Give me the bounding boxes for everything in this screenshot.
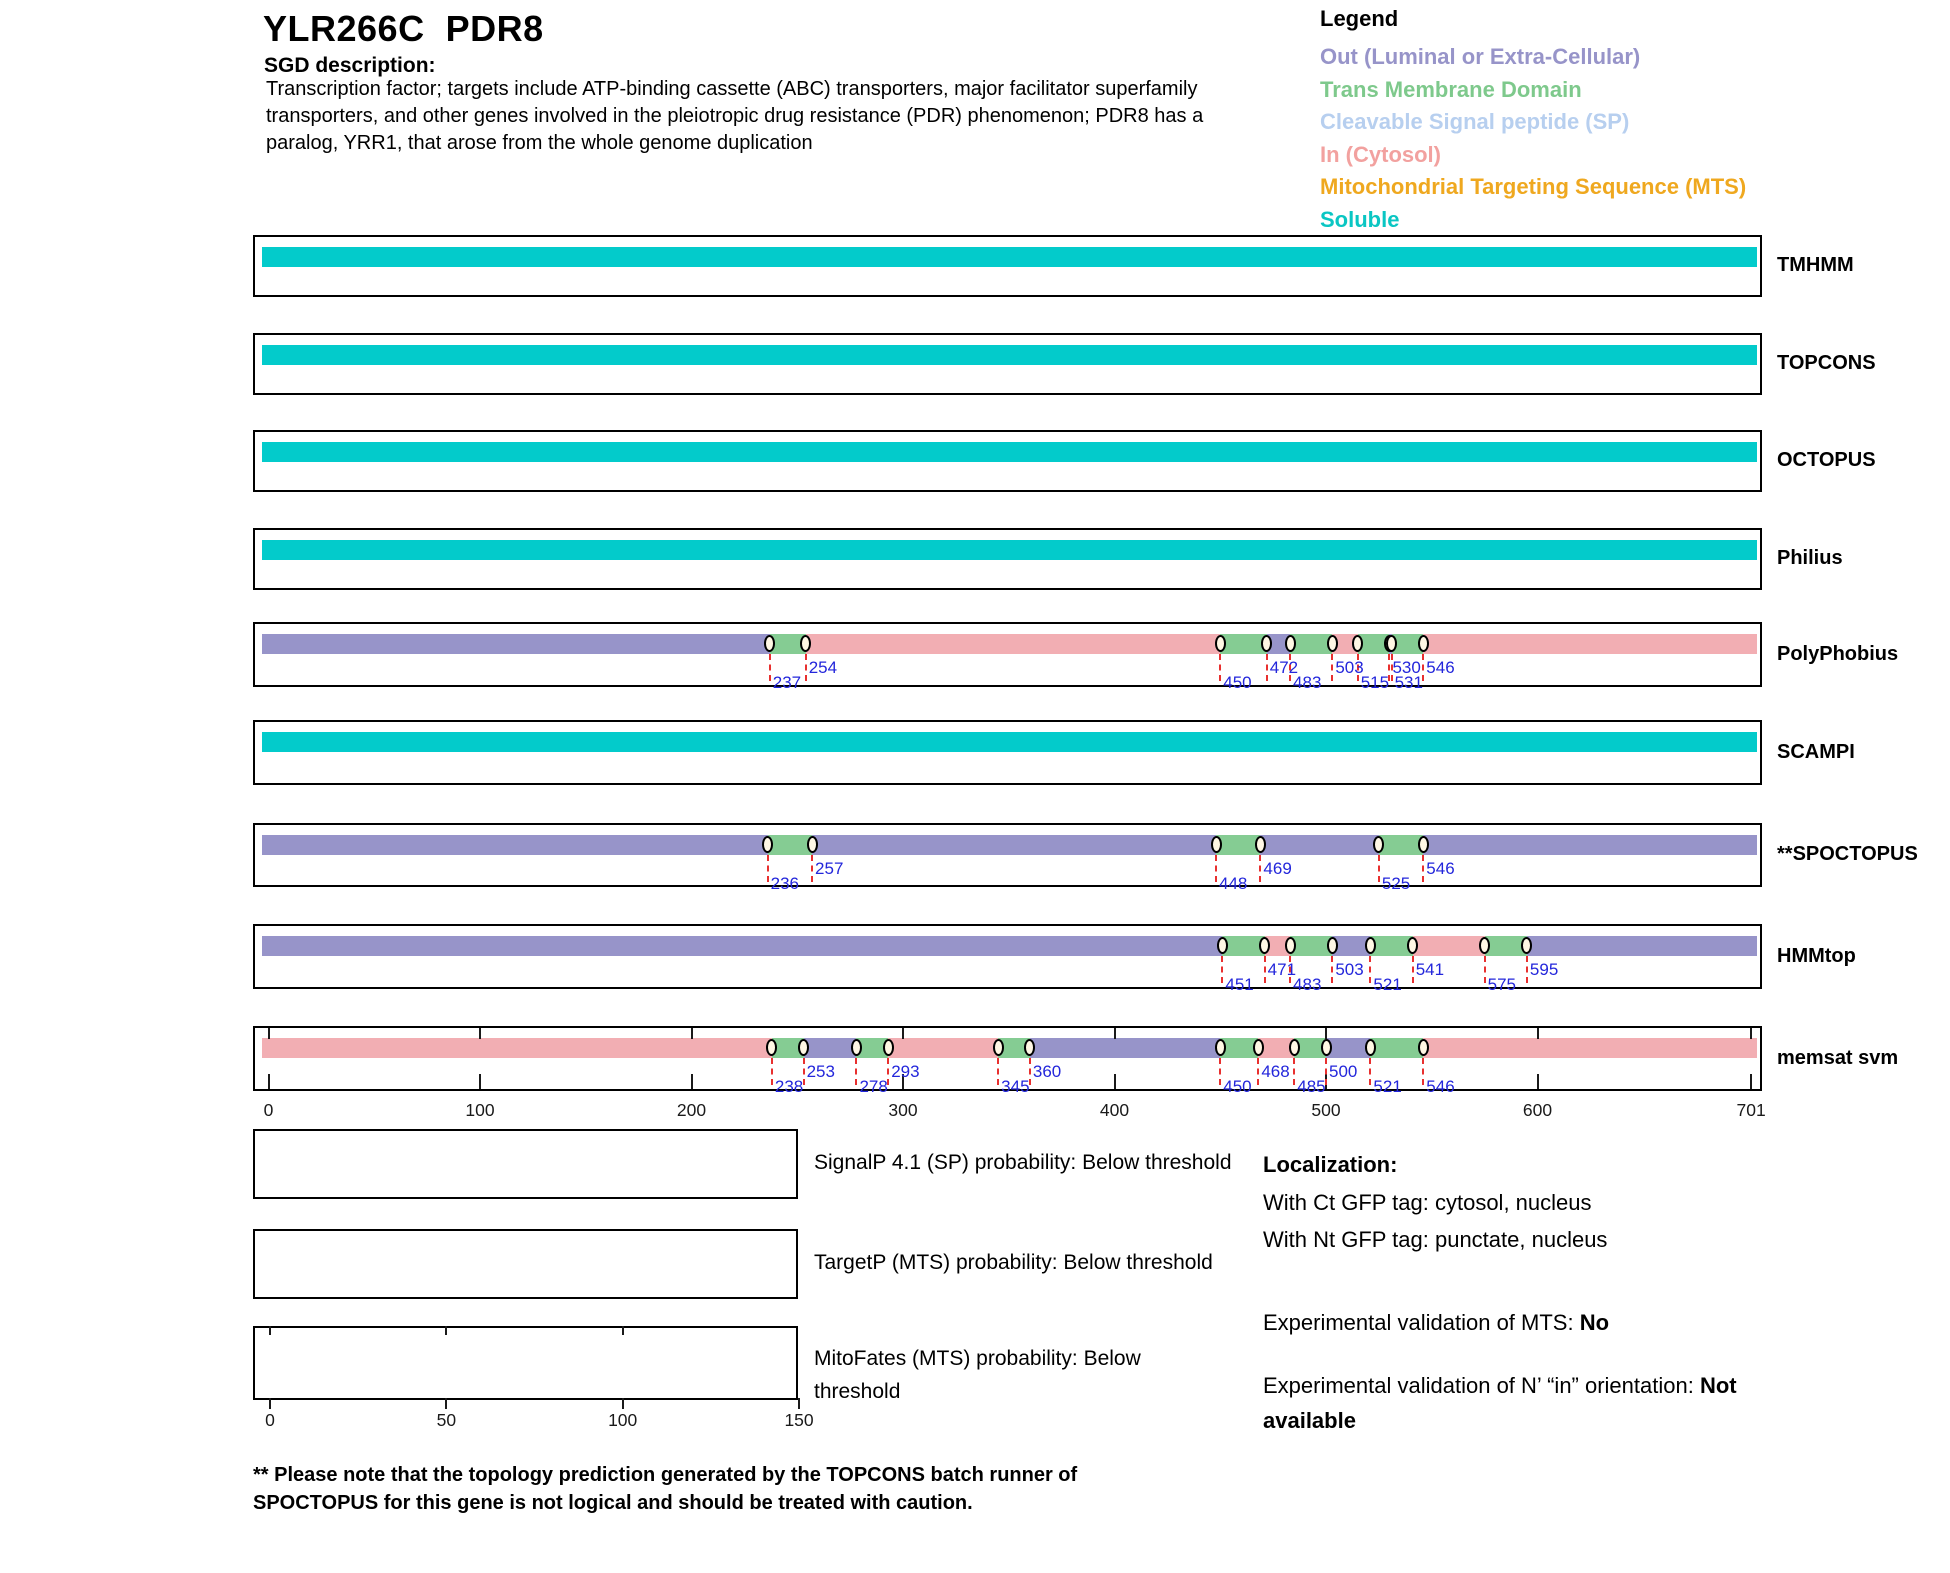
boundary-dashed-line [1264,956,1266,983]
track-label-octopus: OCTOPUS [1777,449,1876,471]
track-box-memsatsvm [253,1026,1762,1096]
segment-soluble [262,442,1757,462]
residue-axis-label: 300 [888,1100,918,1120]
track-label-scampi: SCAMPI [1777,740,1855,763]
boundary-circle [1418,1039,1429,1056]
boundary-circle [993,1039,1004,1056]
boundary-dashed-line [1422,855,1424,882]
segment-out [812,835,1216,855]
segment-tm [768,835,812,855]
legend-item-tm: Trans Membrane Domain [1320,76,1582,102]
segment-out [1527,936,1757,956]
segment-out [1260,835,1378,855]
axis-tick-top [902,1028,904,1039]
boundary-residue-number: 293 [891,1062,920,1081]
track-label-polyphobius: PolyPhobius [1777,642,1899,665]
topology-bar [262,345,1757,365]
boundary-residue-number: 541 [1415,960,1445,979]
residue-axis-label: 100 [465,1100,495,1120]
residue-axis-label: 701 [1736,1100,1766,1120]
boundary-circle [1253,1039,1264,1056]
boundary-residue-number: 525 [1381,874,1411,893]
mitofates-tick-bottom [269,1398,271,1409]
topology-bar [262,540,1757,560]
boundary-dashed-line [1259,855,1261,882]
boundary-residue-number: 515 [1360,673,1390,692]
boundary-dashed-line [1369,1058,1371,1085]
boundary-residue-number: 448 [1219,874,1248,893]
boundary-residue-number: 468 [1261,1062,1290,1081]
residue-axis-label: 400 [1099,1100,1130,1120]
boundary-residue-number: 236 [770,874,799,893]
segment-tm [1290,634,1332,654]
legend-title: Legend [1320,6,1399,31]
boundary-residue-number: 278 [859,1077,888,1096]
topology-bar [262,442,1757,462]
boundary-dashed-line [1257,1058,1259,1085]
legend-item-in: In (Cytosol) [1320,141,1441,167]
track-box-philius [253,528,1762,590]
boundary-dashed-line [805,654,807,681]
boundary-circle [883,1039,894,1056]
boundary-dashed-line [1422,1058,1424,1085]
segment-in [262,1038,772,1058]
boundary-circle [1365,1039,1376,1056]
boundary-circle [1289,1039,1300,1056]
boundary-circle [1418,635,1429,652]
track-label-hmmtop: HMMtop [1777,944,1856,967]
targetp-plot-box [253,1229,798,1299]
segment-soluble [262,247,1757,267]
boundary-circle [1365,937,1376,954]
track-label-philius: Philius [1777,547,1843,569]
boundary-dashed-line [1378,855,1380,882]
boundary-residue-number: 472 [1269,658,1299,677]
boundary-residue-number: 521 [1373,1077,1402,1096]
boundary-dashed-line [855,1058,857,1085]
boundary-residue-number: 485 [1297,1077,1326,1096]
boundary-circle [1285,937,1296,954]
legend [1320,6,1746,236]
mitofates-tick-bottom [798,1398,800,1409]
mts-validation-value: No [1579,1310,1610,1335]
segment-out [1030,1038,1220,1058]
boundary-dashed-line [1221,956,1223,983]
topology-bar [262,936,1757,994]
orientation-validation-value: Not available [1263,1373,1737,1433]
boundary-dashed-line [997,1058,999,1085]
targetp-label: TargetP (MTS) probability: Below threshold [814,1251,1213,1274]
boundary-dashed-line [1331,654,1333,681]
boundary-residue-number: 450 [1223,673,1252,692]
boundary-residue-number: 530 [1392,658,1421,677]
boundary-circle [807,836,818,853]
boundary-circle [1386,635,1397,652]
segment-out [804,1038,857,1058]
segment-tm [1290,936,1332,956]
track-label-topcons: TOPCONS [1777,352,1876,374]
boundary-circle [1215,1039,1226,1056]
track-box-octopus [253,430,1762,492]
boundary-dashed-line [1412,956,1414,983]
mitofates-axis-label: 50 [436,1410,457,1430]
localization-nt-line: With Nt GFP tag: punctate, nucleus [1263,1227,1608,1252]
boundary-dashed-line [1219,1058,1221,1085]
boundary-dashed-line [1526,956,1528,983]
residue-axis-label: 500 [1311,1100,1341,1120]
residue-axis-label: 600 [1522,1100,1553,1120]
orientation-validation-prefix: Experimental validation of N’ “in” orientation: [1263,1373,1700,1398]
boundary-dashed-line [811,855,813,882]
mts-validation-line [1263,1310,1609,1336]
segment-out [1326,1038,1370,1058]
track-box-polyphobius [253,622,1762,692]
axis-tick-bottom [1537,1074,1539,1089]
axis-tick-bottom [691,1074,693,1089]
boundary-circle [1418,836,1429,853]
legend-item-soluble: Soluble [1320,206,1400,232]
mitofates-axis-label: 0 [265,1410,275,1430]
boundary-circle [1285,635,1296,652]
boundary-circle [1215,635,1226,652]
residue-axis-label: 200 [676,1100,707,1120]
axis-tick-top [691,1028,693,1039]
residue-axis-label: 0 [263,1100,274,1120]
mitofates-axis-label: 150 [784,1410,814,1430]
boundary-dashed-line [771,1058,773,1085]
sgd-description-line: paralog, YRR1, that arose from the whole genome duplication [266,132,813,154]
boundary-circle [1255,836,1266,853]
topology-bar [262,634,1757,692]
segment-soluble [262,732,1757,752]
axis-tick-bottom [1750,1074,1752,1089]
boundary-residue-number: 469 [1263,859,1292,878]
boundary-residue-number: 345 [1001,1077,1030,1096]
track-box-scampi [253,720,1762,785]
sgd-description-line: transporters, and other genes involved in the pleiotropic drug resistance (PDR) phenomenon; PDR8 has a [266,105,1204,127]
legend-item-out: Out (Luminal or Extra-Cellular) [1320,44,1641,69]
legend-items [1320,41,1746,236]
boundary-residue-number: 500 [1329,1062,1358,1081]
mitofates-tick-bottom [622,1398,624,1409]
axis-tick-top [1114,1028,1116,1039]
track-box-topcons [253,333,1762,395]
boundary-residue-number: 595 [1529,960,1559,979]
boundary-residue-number: 237 [772,673,802,692]
boundary-residue-number: 575 [1487,975,1516,994]
segment-in [1423,634,1757,654]
segment-in [1413,936,1485,956]
boundary-residue-number: 503 [1335,658,1364,677]
axis-tick-top [479,1028,481,1039]
mitofates-axis-label: 100 [608,1410,638,1430]
axis-tick-top [268,1028,270,1039]
boundary-residue-number: 521 [1373,975,1402,994]
localization-ct-line: With Ct GFP tag: cytosol, nucleus [1263,1190,1592,1215]
boundary-circle [851,1039,862,1056]
mitofates-label: MitoFates (MTS) probability: Below threshold [814,1347,1141,1403]
topology-bar [262,247,1757,267]
boundary-residue-number: 483 [1293,975,1322,994]
sgd-description-line: Transcription factor; targets include ATP-binding cassette (ABC) transporters, major facilitator superfamily [266,78,1198,100]
sgd-description-label: SGD description: [264,54,436,77]
mitofates-tick-bottom [445,1398,447,1409]
segment-out [1423,835,1757,855]
mitofates-tick-top [269,1326,271,1335]
segment-in [888,1038,998,1058]
track-box-hmmtop [253,924,1762,994]
track-label-memsatsvm: memsat svm [1777,1046,1899,1069]
topology-bar [262,835,1757,893]
segment-in [1423,1038,1757,1058]
segment-tm [1379,835,1423,855]
track-box-tmhmm [253,235,1762,297]
track-box-spoctopus [253,823,1762,893]
footnote-line: SPOCTOPUS for this gene is not logical and should be treated with caution. [253,1492,973,1514]
segment-tm [1216,835,1260,855]
boundary-residue-number: 546 [1426,859,1455,878]
legend-item-sp: Cleavable Signal peptide (SP) [1320,109,1630,134]
boundary-residue-number: 360 [1032,1062,1062,1081]
legend-item-mts: Mitochondrial Targeting Sequence (MTS) [1320,174,1747,199]
boundary-residue-number: 483 [1293,673,1322,692]
segment-out [262,634,770,654]
boundary-residue-number: 253 [806,1062,835,1081]
boundary-residue-number: 257 [815,859,844,878]
boundary-residue-number: 471 [1267,960,1297,979]
topology-bar [262,732,1757,752]
boundary-circle [1211,836,1222,853]
segment-tm [1220,634,1267,654]
segment-tm [1370,1038,1423,1058]
boundary-residue-number: 238 [774,1077,804,1096]
axis-tick-bottom [479,1074,481,1089]
boundary-residue-number: 450 [1223,1077,1252,1096]
mts-validation-prefix: Experimental validation of MTS: [1263,1310,1580,1335]
axis-tick-top [1537,1028,1539,1039]
boundary-circle [1327,937,1338,954]
page-title: YLR266C PDR8 [263,8,544,49]
boundary-residue-number: 531 [1394,673,1423,692]
boundary-residue-number: 546 [1426,1077,1455,1096]
boundary-dashed-line [1331,956,1333,983]
topology-bar [262,1038,1757,1096]
boundary-dashed-line [1484,956,1486,983]
signalp-plot-box [253,1129,798,1199]
mitofates-plot-box [253,1326,798,1400]
footnote-line: ** Please note that the topology prediction generated by the TOPCONS batch runner of [253,1464,1078,1486]
orientation-validation-line [1263,1368,1818,1438]
boundary-dashed-line [1266,654,1268,681]
segment-in [806,634,1221,654]
boundary-dashed-line [769,654,771,681]
axis-tick-bottom [268,1074,270,1089]
mitofates-tick-top [622,1326,624,1335]
localization-heading: Localization: [1263,1152,1398,1177]
boundary-residue-number: 254 [808,658,838,677]
boundary-dashed-line [767,855,769,882]
segment-out [262,835,768,855]
boundary-circle [1217,937,1228,954]
axis-tick-top [1750,1028,1752,1039]
axis-tick-top [1325,1028,1327,1039]
boundary-dashed-line [1215,855,1217,882]
segment-soluble [262,345,1757,365]
boundary-dashed-line [1369,956,1371,983]
boundary-dashed-line [1293,1058,1295,1085]
segment-out [262,936,1222,956]
signalp-label: SignalP 4.1 (SP) probability: Below threshold [814,1151,1232,1174]
mitofates-tick-top [445,1326,447,1335]
track-label-spoctopus: **SPOCTOPUS [1777,843,1918,865]
boundary-residue-number: 546 [1426,658,1455,677]
boundary-residue-number: 503 [1335,960,1364,979]
track-label-tmhmm: TMHMM [1777,254,1854,276]
boundary-circle [1327,635,1338,652]
boundary-circle [1321,1039,1332,1056]
axis-tick-bottom [1114,1074,1116,1089]
segment-soluble [262,540,1757,560]
boundary-residue-number: 451 [1225,975,1254,994]
boundary-dashed-line [1219,654,1221,681]
